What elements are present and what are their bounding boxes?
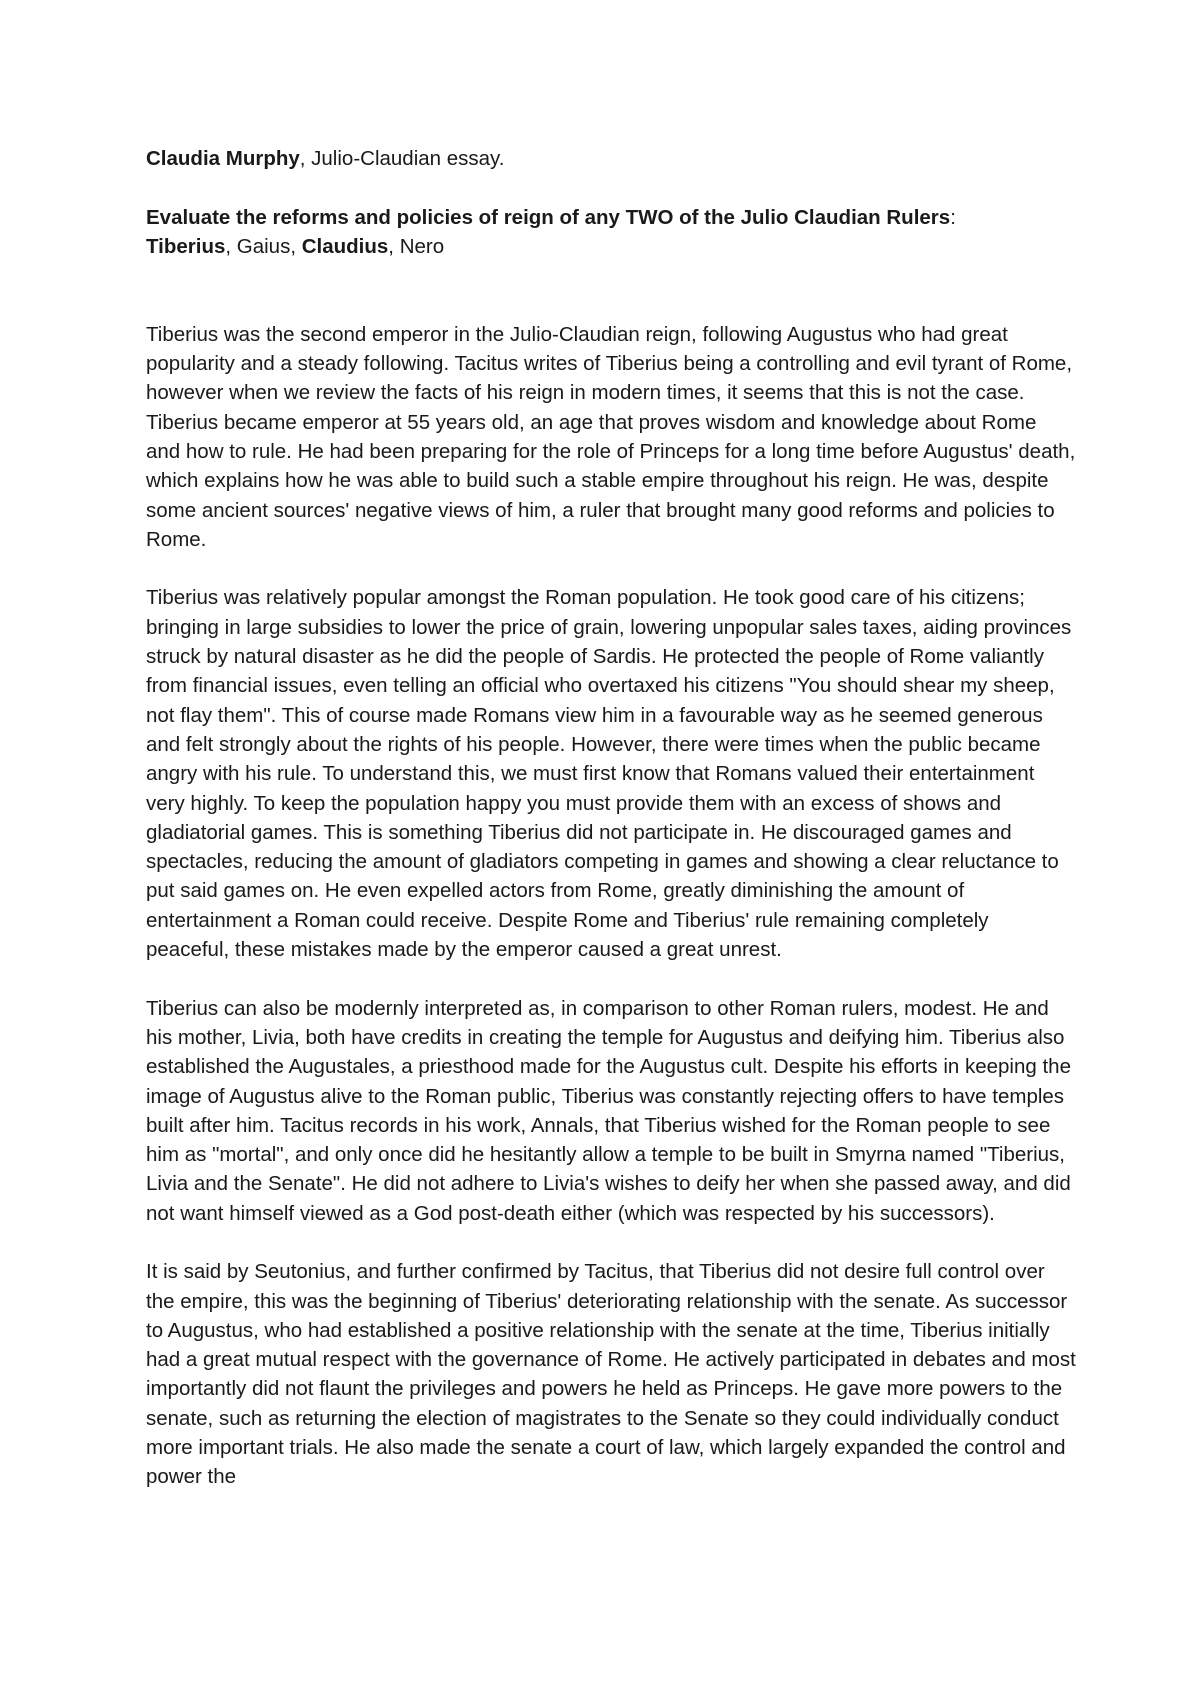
essay-question (146, 203, 1076, 262)
essay-title: , Julio-Claudian essay. (299, 147, 505, 170)
ruler-claudius: Claudius (301, 234, 389, 258)
question-colon: : (950, 205, 956, 229)
document-body (146, 144, 1076, 1521)
ruler-separator: , Gaius, (225, 234, 302, 258)
paragraph-1: Tiberius was the second emperor in the Julio-Claudian reign, following Augustus who had great popularity and a steady following. Tacitus writes of Tiberius being a controlling and evil tyrant of Rome, however when we review the facts of his reign in modern times, it seems that this is not the case. Tiberius became emperor at 55 years old, an age that proves wisdom and knowledge about Rome and how to rule. He had been preparing for the role of Princeps for a long time before Augustus' death, which explains how he was able to build such a stable empire throughout his reign. He was, despite some ancient sources' negative views of him, a ruler that brought many good reforms and policies to Rome. (146, 322, 1076, 551)
ruler-separator: , Nero (388, 234, 445, 258)
author-name: Claudia Murphy (146, 147, 300, 170)
question-prompt: Evaluate the reforms and policies of reign of any TWO of the Julio Claudian Rulers (146, 205, 951, 229)
ruler-tiberius: Tiberius (146, 234, 226, 258)
paragraph-3: Tiberius can also be modernly interpreted as, in comparison to other Roman rulers, modest. He and his mother, Livia, both have credits in creating the temple for Augustus and deifying him. Tiberius also established the Augustales, a priesthood made for the Augustus cult. Despite his efforts in keeping the image of Augustus alive to the Roman public, Tiberius was constantly rejecting offers to have temples built after him. Tacitus records in his work, Annals, that Tiberius wished for the Roman people to see him as "mortal", and only once did he hesitantly allow a temple to be built in Smyrna named "Tiberius, Livia and the Senate". He did not adhere to Livia's wishes to deify her when she passed away, and did not want himself viewed as a God post-death either (which was respected by his successors). (146, 996, 1071, 1225)
author-line (146, 144, 1076, 173)
paragraph-4: It is said by Seutonius, and further confirmed by Tacitus, that Tiberius did not desire full control over the empire, this was the beginning of Tiberius' deteriorating relationship with the senate. As successor to Augustus, who had established a positive relationship with the senate at the time, Tiberius initially had a great mutual respect with the governance of Rome. He actively participated in debates and most importantly did not flaunt the privileges and powers he held as Princeps. He gave more powers to the senate, such as returning the election of magistrates to the Senate so they could individually conduct more important trials. He also made the senate a court of law, which largely expanded the control and power the (146, 1260, 1076, 1489)
paragraph-2: Tiberius was relatively popular amongst the Roman population. He took good care of his citizens; bringing in large subsidies to lower the price of grain, lowering unpopular sales taxes, aiding provinces struck by natural disaster as he did the people of Sardis. He protected the people of Rome valiantly from financial issues, even telling an official who overtaxed his citizens "You should shear my sheep, not flay them". This of course made Romans view him in a favourable way as he seemed generous and felt strongly about the rights of his people. However, there were times when the public became angry with his rule. To understand this, we must first know that Romans valued their entertainment very highly. To keep the population happy you must provide them with an excess of shows and gladiatorial games. This is something Tiberius did not participate in. He discouraged games and spectacles, reducing the amount of gladiators competing in games and showing a clear reluctance to put said games on. He even expelled actors from Rome, greatly diminishing the amount of entertainment a Roman could receive. Despite Rome and Tiberius' rule remaining completely peaceful, these mistakes made by the emperor caused a great unrest. (146, 586, 1072, 962)
